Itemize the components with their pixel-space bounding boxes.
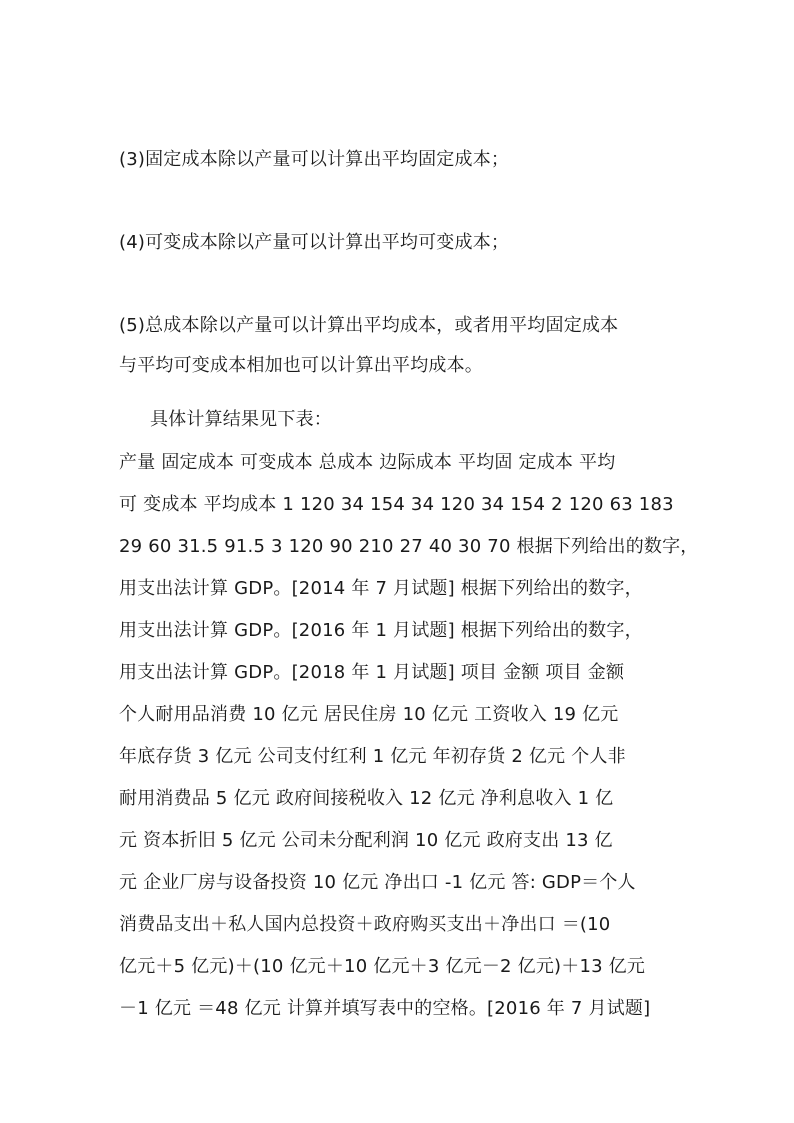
body-line: 元 资本折旧 5 亿元 公司未分配利润 10 亿元 政府支出 13 亿 bbox=[119, 830, 613, 851]
body-line: 年底存货 3 亿元 公司支付红利 1 亿元 年初存货 2 亿元 个人非 bbox=[119, 746, 626, 767]
paragraph-4: (4)可变成本除以产量可以计算出平均可变成本； bbox=[119, 232, 510, 253]
table-intro: 具体计算结果见下表： bbox=[150, 409, 332, 430]
body-line: 29 60 31.5 91.5 3 120 90 210 27 40 30 70 根据下列给出的数字， bbox=[119, 536, 699, 557]
paragraph-5-line-2: 与平均可变成本相加也可以计算出平均成本。 bbox=[119, 355, 483, 376]
body-line: －1 亿元 ＝48 亿元 计算并填写表中的空格。[2016 年 7 月试题] bbox=[119, 998, 651, 1019]
body-line: 产量 固定成本 可变成本 总成本 边际成本 平均固 定成本 平均 bbox=[119, 452, 616, 473]
paragraph-5-line-1: (5)总成本除以产量可以计算出平均成本，或者用平均固定成本 bbox=[119, 315, 619, 336]
body-line: 可 变成本 平均成本 1 120 34 154 34 120 34 154 2 120 63 183 bbox=[119, 494, 674, 515]
body-line: 元 企业厂房与设备投资 10 亿元 净出口 -1 亿元 答: GDP＝个人 bbox=[119, 872, 636, 893]
body-line: 个人耐用品消费 10 亿元 居民住房 10 亿元 工资收入 19 亿元 bbox=[119, 704, 619, 725]
paragraph-3: (3)固定成本除以产量可以计算出平均固定成本； bbox=[119, 149, 510, 170]
body-line: 消费品支出＋私人国内总投资＋政府购买支出＋净出口 ＝(10 bbox=[119, 914, 611, 935]
body-line: 用支出法计算 GDP。[2014 年 7 月试题] 根据下列给出的数字， bbox=[119, 578, 643, 599]
body-line: 亿元＋5 亿元)＋(10 亿元＋10 亿元＋3 亿元－2 亿元)＋13 亿元 bbox=[119, 956, 646, 977]
body-line: 用支出法计算 GDP。[2018 年 1 月试题] 项目 金额 项目 金额 bbox=[119, 662, 625, 683]
body-line: 用支出法计算 GDP。[2016 年 1 月试题] 根据下列给出的数字， bbox=[119, 620, 643, 641]
body-line: 耐用消费品 5 亿元 政府间接税收入 12 亿元 净利息收入 1 亿 bbox=[119, 788, 614, 809]
